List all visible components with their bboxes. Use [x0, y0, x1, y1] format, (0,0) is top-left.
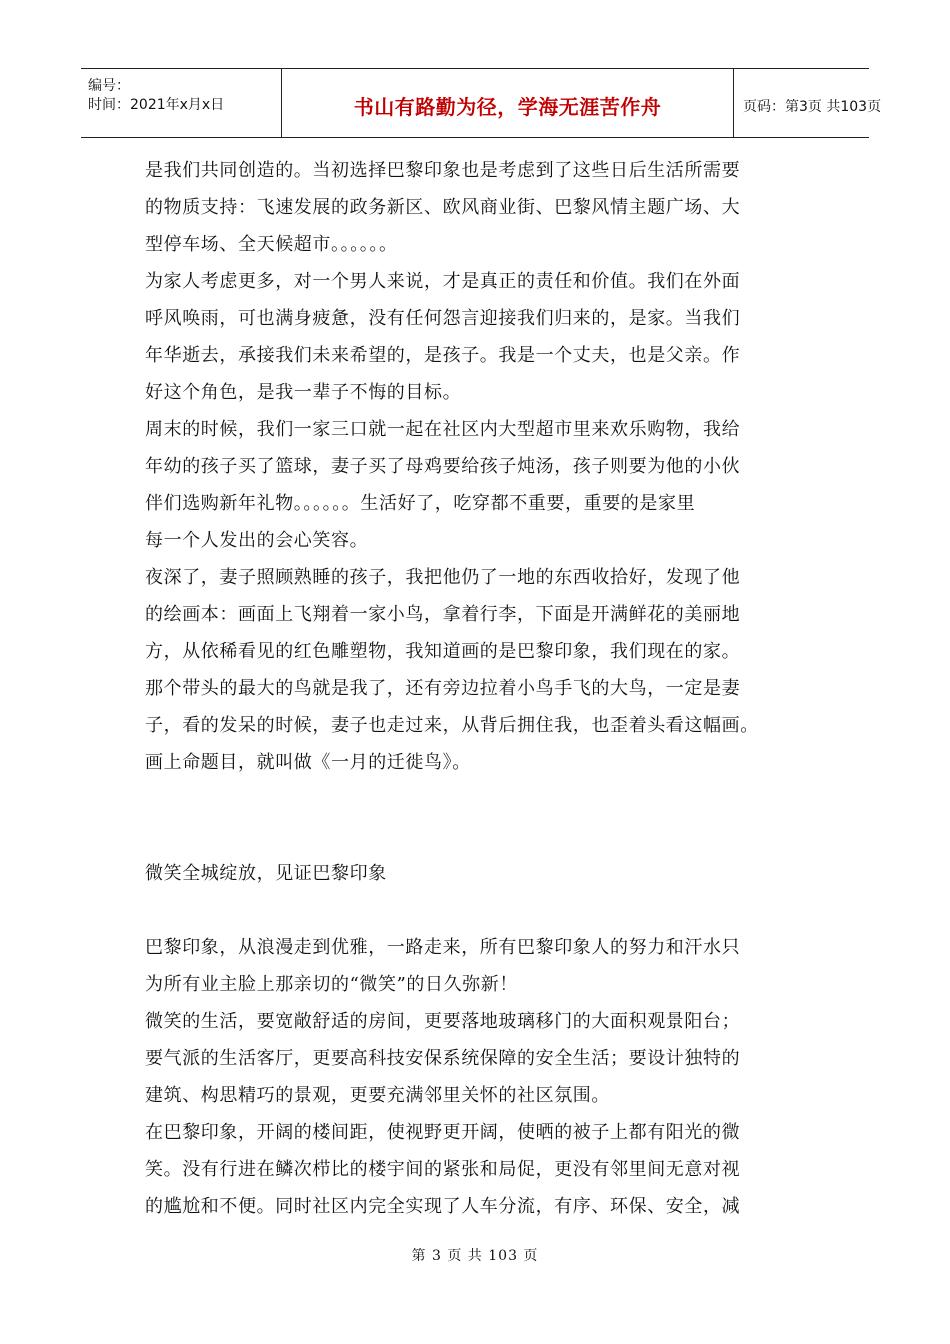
text-line: 的尴尬和不便。同时社区内完全实现了人车分流，有序、环保、安全，减: [145, 1196, 741, 1217]
text-line: 年幼的孩子买了篮球，妻子买了母鸡要给孩子炖汤，孩子则要为他的小伙: [145, 456, 741, 477]
text-line: 要气派的生活客厅，更要高科技安保系统保障的安全生活；要设计独特的: [145, 1048, 741, 1069]
spacer: [145, 818, 825, 855]
header-motto: 书山有路勤为径，学海无涯苦作舟: [353, 95, 662, 119]
text-line: 画上命题目，就叫做《一月的迁徙鸟》。: [145, 752, 471, 773]
paragraph-block-2: [145, 929, 825, 1225]
text-line: 建筑、构思精巧的景观，更要充满邻里关怀的社区氛围。: [145, 1085, 610, 1106]
text-line: 年华逝去，承接我们未来希望的，是孩子。我是一个丈夫，也是父亲。作: [145, 345, 741, 366]
text-line: 子，看的发呆的时候，妻子也走过来，从背后拥住我，也歪着头看这幅画。: [145, 715, 759, 736]
page-footer: 第 3 页 共 103 页: [411, 1248, 539, 1264]
text-line: 为所有业主脸上那亲切的“微笑”的日久弥新！: [145, 974, 519, 995]
text-line: 好这个角色，是我一辈子不悔的目标。: [145, 382, 462, 403]
text-line: 呼风唤雨，可也满身疲惫，没有任何怨言迎接我们归来的，是家。当我们: [145, 308, 741, 329]
text-line: 夜深了，妻子照顾熟睡的孩子，我把他仍了一地的东西收拾好，发现了他: [145, 567, 741, 588]
text-line: 的绘画本：画面上飞翔着一家小鸟，拿着行李，下面是开满鲜花的美丽地: [145, 604, 741, 625]
text-line: 伴们选购新年礼物。。。。。。生活好了，吃穿都不重要，重要的是家里: [145, 493, 696, 514]
header-page-number: 页码：第3页 共103页: [743, 99, 882, 115]
document-body: [145, 152, 825, 1225]
header-left-cell: [81, 69, 281, 137]
text-line: 那个带头的最大的鸟就是我了，还有旁边拉着小鸟手飞的大鸟，一定是妻: [145, 678, 741, 699]
header-page-cell: [734, 69, 882, 137]
text-line: 在巴黎印象，开阔的楼间距，使视野更开阔，使晒的被子上都有阳光的微: [145, 1122, 741, 1143]
document-date-label: 时间：2021年x月x日: [88, 97, 225, 113]
text-line: 是我们共同创造的。当初选择巴黎印象也是考虑到了这些日后生活所需要: [145, 160, 741, 181]
document-header: [81, 68, 882, 138]
text-line: 笑。没有行进在鳞次栉比的楼宇间的紧张和局促，更没有邻里间无意对视: [145, 1159, 741, 1180]
section-heading: 微笑全城绽放，见证巴黎印象: [145, 863, 387, 884]
header-motto-cell: [281, 69, 734, 137]
text-line: 的物质支持：飞速发展的政务新区、欧风商业街、巴黎风情主题广场、大: [145, 197, 741, 218]
text-line: 方，从依稀看见的红色雕塑物，我知道画的是巴黎印象，我们现在的家。: [145, 641, 741, 662]
text-line: 每一个人发出的会心笑容。: [145, 530, 369, 551]
text-line: 微笑的生活，要宽敞舒适的房间，更要落地玻璃移门的大面积观景阳台；: [145, 1011, 741, 1032]
spacer: [145, 781, 825, 818]
spacer: [145, 892, 825, 929]
document-number-label: 编号：: [88, 78, 130, 94]
text-line: 型停车场、全天候超市。。。。。。: [145, 234, 398, 255]
text-line: 周末的时候，我们一家三口就一起在社区内大型超市里来欢乐购物，我给: [145, 419, 741, 440]
text-line: 为家人考虑更多，对一个男人来说，才是真正的责任和价值。我们在外面: [145, 271, 741, 292]
paragraph-block-1: [145, 152, 825, 781]
text-line: 巴黎印象，从浪漫走到优雅，一路走来，所有巴黎印象人的努力和汗水只: [145, 937, 741, 958]
